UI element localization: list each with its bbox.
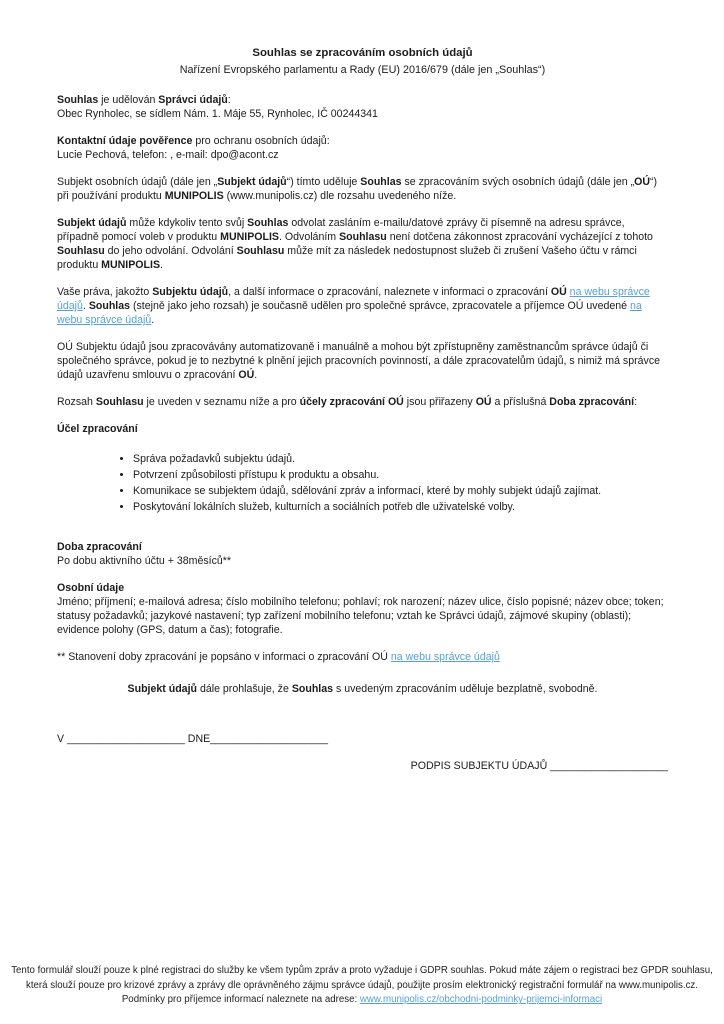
paragraph-grantor: Souhlas je udělován Správci údajů: Obec Rynholec, se sídlem Nám. 1. Máje 55, Rynholec, IČ 00244341 [57,94,378,120]
paragraph-revocation: Subjekt údajů může kdykoliv tento svůj Souhlas odvolat zasláním e-mailu/datové zprávy či písemně na adresu správce, případně pomocí voleb v produktu MUNIPOLIS. Odvoláním Souhlasu není dotčena zákonnost zpracování vycházející z tohoto Souhlasu do jeho odvolání. Odvolání Souhlasu může mít za následek nedostupnost služeb či zrušení Vašeho účtu v rámci produktu MUNIPOLIS. [57,217,653,271]
paragraph-scope: Rozsah Souhlasu je uveden v seznamu níže a pro účely zpracování OÚ jsou přiřazeny OÚ a příslušná Doba zpracování: [57,396,638,408]
bold-text: OÚ [634,176,650,188]
document-subtitle: Nařízení Evropského parlamentu a Rady (EU) 2016/679 (dále jen „Souhlas“) [179,64,546,76]
purpose-item: • Potvrzení způsobilosti přístupu k produktu a obsahu. [133,468,668,482]
purpose-item: • Správa požadavků subjektu údajů. [133,452,668,466]
signature-place-date-line: V ____________________ DNE____________________ [57,733,328,745]
inline-link[interactable]: na webu správce údajů [57,300,642,326]
personal-data-text: Jméno; příjmení; e-mailová adresa; číslo mobilního telefonu; pohlaví; rok narození; název ulice, číslo popisné; název obce; token; statusy požadavků; jazykové nastavení; typ zařízení mobilního telefonu; vztah ke Správci údajů, zájmové skupiny (oblasti); evidence polohy (GPS, datum a čas); fotografie. [57,596,664,636]
duration-heading: Doba zpracování [57,541,142,553]
bold-text: MUNIPOLIS [164,190,224,202]
purpose-list [57,452,668,514]
paragraph-consent-grant: Subjekt osobních údajů (dále jen „Subjekt údajů“) tímto uděluje Souhlas se zpracováním svých osobních údajů (dále jen „OÚ“) při používání produktu MUNIPOLIS (www.munipolis.cz) dle rozsahu uvedeného níže. [57,176,658,202]
document-footer [10,964,714,1008]
paragraph-rights: Vaše práva, jakožto Subjektu údajů, a další informace o zpracování, naleznete v informaci o zpracování OÚ na webu správce údajů. Souhlas (stejně jako jeho rozsah) je současně udělen pro společné správce, zpracovatele a příjemce OÚ uvedené na webu správce údajů. [57,286,650,326]
bold-text: Subjekt údajů [127,683,197,695]
declaration-statement: Subjekt údajů dále prohlašuje, že Souhlas s uvedeným zpracováním uděluje bezplatně, svobodně. [127,683,598,695]
bold-text: MUNIPOLIS [220,231,279,243]
bold-text: Souhlasu [236,245,285,257]
bold-text: OÚ [550,286,567,298]
duration-text: Po dobu aktivního účtu + 38měsíců** [57,555,232,567]
bold-text: účely zpracování OÚ [299,396,404,408]
bold-text: Souhlas [360,176,402,188]
paragraph-dpo-contact: Kontaktní údaje pověřence pro ochranu osobních údajů: Lucie Pechová, telefon: , e-mail: dpo@acont.cz [57,135,330,161]
bold-text: Kontaktní údaje pověřence [57,135,193,147]
purpose-heading: Účel zpracování [57,423,138,435]
bold-text: Doba zpracování [549,396,635,408]
footer-line-1: Tento formulář slouží pouze k plné registraci do služby ke všem typům zpráv a proto vyžaduje i GDPR souhlas. Pokud máte zájem o registraci bez GPDR souhlasu, [11,965,713,977]
bold-text: Subjekt údajů [57,217,127,229]
bold-text: OÚ [238,369,255,381]
document-title: Souhlas se zpracováním osobních údajů [252,47,473,59]
inline-link[interactable]: www.munipolis.cz/obchodni-podminky-prijemci-informaci [359,994,603,1006]
footer-line-2: která slouží pouze pro krizové zprávy a zprávy dle oprávněného zájmu správce údajů, použijte prosím elektronický registrační formulář na www.munipolis.cz. [26,979,698,991]
paragraph-processing-info: OÚ Subjektu údajů jsou zpracovávány automatizovaně i manuálně a mohou být zpřístupněny zaměstnancům správce údajů či společného správce, pokud je to nezbytné k plnění jejich pracovních povinností, a dále zpracovatelům údajů, s nimiž má správce údajů uzavřenu smlouvu o zpracování OÚ. [57,341,661,381]
bold-text: Subjekt údajů [217,176,287,188]
document-body [57,46,668,786]
bold-text: MUNIPOLIS [101,259,161,271]
bold-text: Souhlas [247,217,289,229]
inline-link[interactable]: na webu správce údajů [390,651,500,663]
inline-link[interactable]: na webu správce údajů [57,286,650,312]
bold-text: OÚ [475,396,492,408]
signature-sign-line: PODPIS SUBJEKTU ÚDAJŮ ____________________ [410,760,668,772]
bold-text: Subjektu údajů [152,286,229,298]
personal-data-heading: Osobní údaje [57,582,125,594]
bold-text: Souhlasu [95,396,144,408]
footer-line-3: Podmínky pro příjemce informací naleznete na adrese: www.munipolis.cz/obchodni-podminky-prijemci-informaci [121,994,603,1006]
bold-text: Správci údajů [158,94,228,106]
duration-note: ** Stanovení doby zpracování je popsáno v informaci o zpracování OÚ na webu správce údajů [57,651,500,663]
bold-text: Souhlas [88,300,131,312]
bold-text: Souhlasu [339,231,387,243]
purpose-item: • Poskytování lokálních služeb, kulturních a sociálních potřeb dle uživatelské volby. [133,500,668,514]
bold-text: Souhlas [291,683,334,695]
bold-text: Souhlasu [57,245,105,257]
purpose-item: • Komunikace se subjektem údajů, sdělování zpráv a informací, které by mohly subjekt údajů zajímat. [133,484,668,498]
bold-text: Souhlas [57,94,99,106]
